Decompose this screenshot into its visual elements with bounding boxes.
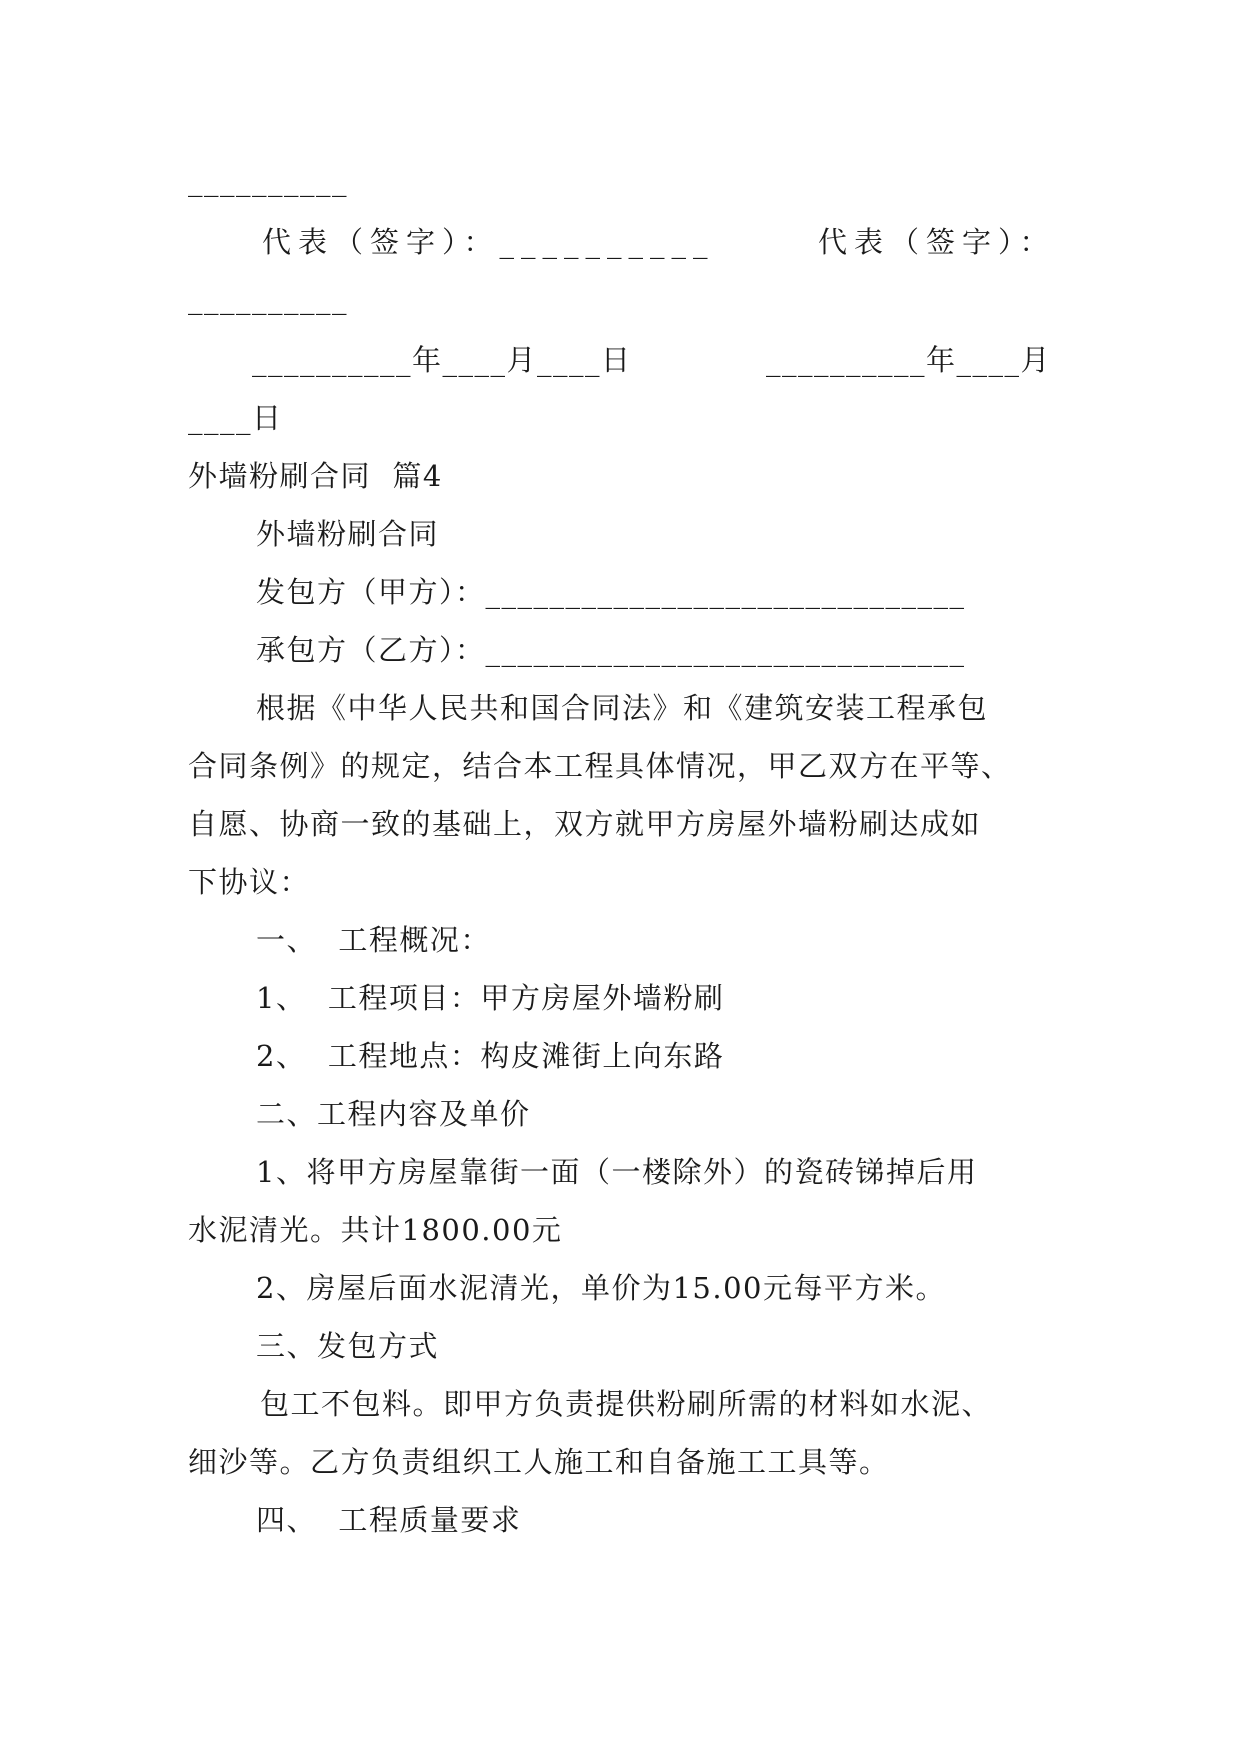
section-heading: 外墙粉刷合同 篇4 — [188, 459, 443, 493]
clause-heading: 四、 工程质量要求 — [256, 1503, 522, 1537]
clause-item: 1、将甲方房屋靠街一面（一楼除外）的瓷砖锑掉后用 — [256, 1155, 978, 1189]
party-b-date-day: ____日 — [188, 401, 283, 435]
clause-heading: 二、工程内容及单价 — [256, 1097, 531, 1131]
clause-item: 1、 工程项目：甲方房屋外墙粉刷 — [256, 981, 725, 1015]
paragraph-line: 水泥清光。共计1800.00元 — [188, 1213, 563, 1247]
paragraph-line: 自愿、协商一致的基础上，双方就甲方房屋外墙粉刷达成如 — [188, 807, 982, 841]
party-b-representative-label: 代表（签字）： — [818, 225, 1056, 259]
paragraph-line: 包工不包料。即甲方负责提供粉刷所需的材料如水泥、 — [260, 1387, 993, 1421]
party-b-signature-blank: __________ — [188, 281, 348, 315]
party-b-date: __________年____月 — [766, 343, 1052, 377]
contract-title: 外墙粉刷合同 — [256, 517, 440, 551]
clause-item: 2、 工程地点：构皮滩街上向东路 — [256, 1039, 725, 1073]
party-a-representative-signature: 代表（签字）：__________ — [262, 225, 715, 259]
clause-heading: 三、发包方式 — [256, 1329, 440, 1363]
contractor-field: 承包方（乙方）：______________________________ — [256, 633, 966, 667]
paragraph-line: 合同条例》的规定，结合本工程具体情况，甲乙双方在平等、 — [188, 749, 1012, 783]
paragraph-line: 细沙等。乙方负责组织工人施工和自备施工工具等。 — [188, 1445, 890, 1479]
party-a-date: __________年____月____日 — [252, 343, 632, 377]
paragraph-line: 根据《中华人民共和国合同法》和《建筑安装工程承包 — [256, 691, 989, 725]
employer-field: 发包方（甲方）：______________________________ — [256, 575, 966, 609]
paragraph-line: 下协议： — [188, 865, 311, 899]
signature-blank-line: __________ — [188, 163, 348, 197]
clause-item: 2、房屋后面水泥清光，单价为15.00元每平方米。 — [256, 1271, 946, 1305]
clause-heading: 一、 工程概况： — [256, 923, 491, 957]
